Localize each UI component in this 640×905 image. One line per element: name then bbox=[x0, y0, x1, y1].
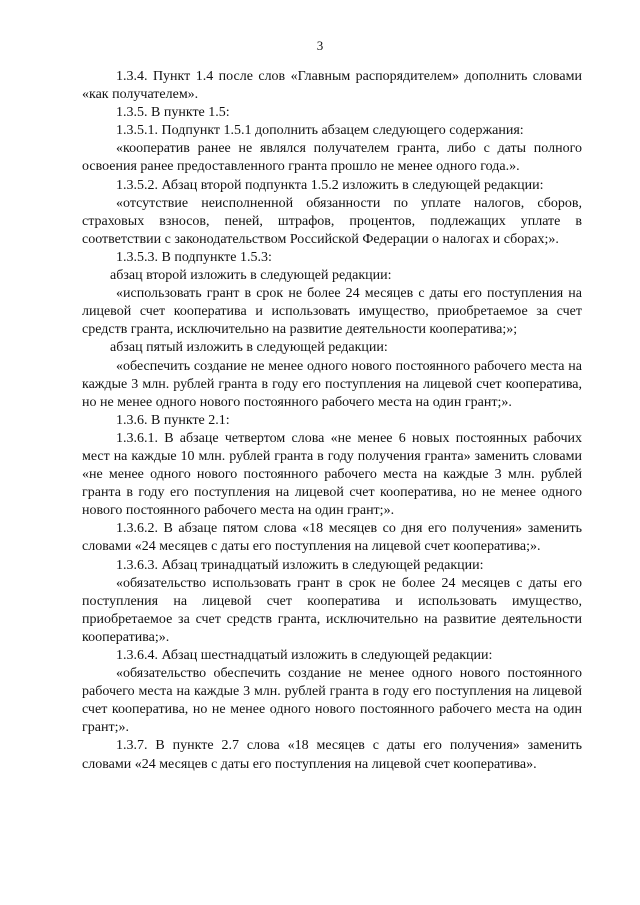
paragraph-abzac-pyatyy: абзац пятый изложить в следующей редакции: bbox=[110, 340, 388, 356]
paragraph-1-3-6-1: 1.3.6.1. В абзаце четвертом слова «не менее 6 новых постоянных рабочих мест на каждые 10 млн. рублей гранта в году получения гранта» заменить словами «не менее одного нового постоянного рабочего места на каждые 3 млн. рублей гранта в году его поступления на лицевой счет кооператива, но не менее одного нового постоянного рабочего места на один грант;». bbox=[82, 430, 582, 519]
document-body bbox=[82, 68, 582, 774]
paragraph-1-3-6: 1.3.6. В пункте 2.1: bbox=[116, 412, 230, 428]
paragraph-1-3-5-1: 1.3.5.1. Подпункт 1.5.1 дополнить абзацем следующего содержания: bbox=[116, 123, 524, 139]
quote-paragraph: «обязательство обеспечить создание не менее одного нового постоянного рабочего места на каждые 3 млн. рублей гранта в году его поступления на лицевой счет кооператива, но не менее одного нового постоянного рабочего места на один грант;». bbox=[82, 666, 582, 736]
quote-paragraph: «отсутствие неисполненной обязанности по уплате налогов, сборов, страховых взносов, пеней, штрафов, процентов, подлежащих уплате в соответствии с законодательством Российской Федерации о налогах и сборах;». bbox=[82, 195, 582, 247]
page-number: 3 bbox=[316, 38, 324, 53]
paragraph-1-3-7: 1.3.7. В пункте 2.7 слова «18 месяцев с даты его получения» заменить словами «24 месяцев с даты его поступления на лицевой счет кооператива». bbox=[82, 738, 582, 772]
paragraph-1-3-6-3: 1.3.6.3. Абзац тринадцатый изложить в следующей редакции: bbox=[116, 557, 484, 573]
quote-paragraph: «использовать грант в срок не более 24 месяцев с даты его поступления на лицевой счет кооператива и использовать имущество, приобретаемое за счет средств гранта, исключительно на развитие деятельности кооператива;»; bbox=[82, 286, 582, 338]
paragraph-1-3-5-2: 1.3.5.2. Абзац второй подпункта 1.5.2 изложить в следующей редакции: bbox=[116, 177, 544, 193]
paragraph-1-3-5: 1.3.5. В пункте 1.5: bbox=[116, 105, 230, 121]
quote-paragraph: «кооператив ранее не являлся получателем гранта, либо с даты полного освоения ранее предоставленного гранта прошло не менее одного года.». bbox=[82, 141, 582, 175]
paragraph-1-3-6-4: 1.3.6.4. Абзац шестнадцатый изложить в следующей редакции: bbox=[116, 648, 493, 663]
quote-paragraph: «обязательство использовать грант в срок не более 24 месяцев с даты его поступления на лицевой счет кооператива и использовать имущество, приобретаемое за счет средств гранта, исключительно на развитие деятельности кооператива;». bbox=[82, 575, 582, 645]
paragraph-1-3-5-3: 1.3.5.3. В подпункте 1.5.3: bbox=[116, 249, 272, 265]
paragraph-1-3-6-2: 1.3.6.2. В абзаце пятом слова «18 месяцев со дня его получения» заменить словами «24 месяцев с даты его поступления на лицевой счет кооператива;». bbox=[82, 521, 582, 555]
paragraph-1-3-4: 1.3.4. Пункт 1.4 после слов «Главным распорядителем» дополнить словами «как получателем». bbox=[82, 69, 582, 103]
paragraph-abzac-vtoroy: абзац второй изложить в следующей редакции: bbox=[110, 268, 392, 284]
quote-paragraph: «обеспечить создание не менее одного нового постоянного рабочего места на каждые 3 млн. рублей гранта в году его поступления на лицевой счет кооператива, но не менее одного нового постоянного рабочего места на один грант;». bbox=[82, 358, 582, 410]
